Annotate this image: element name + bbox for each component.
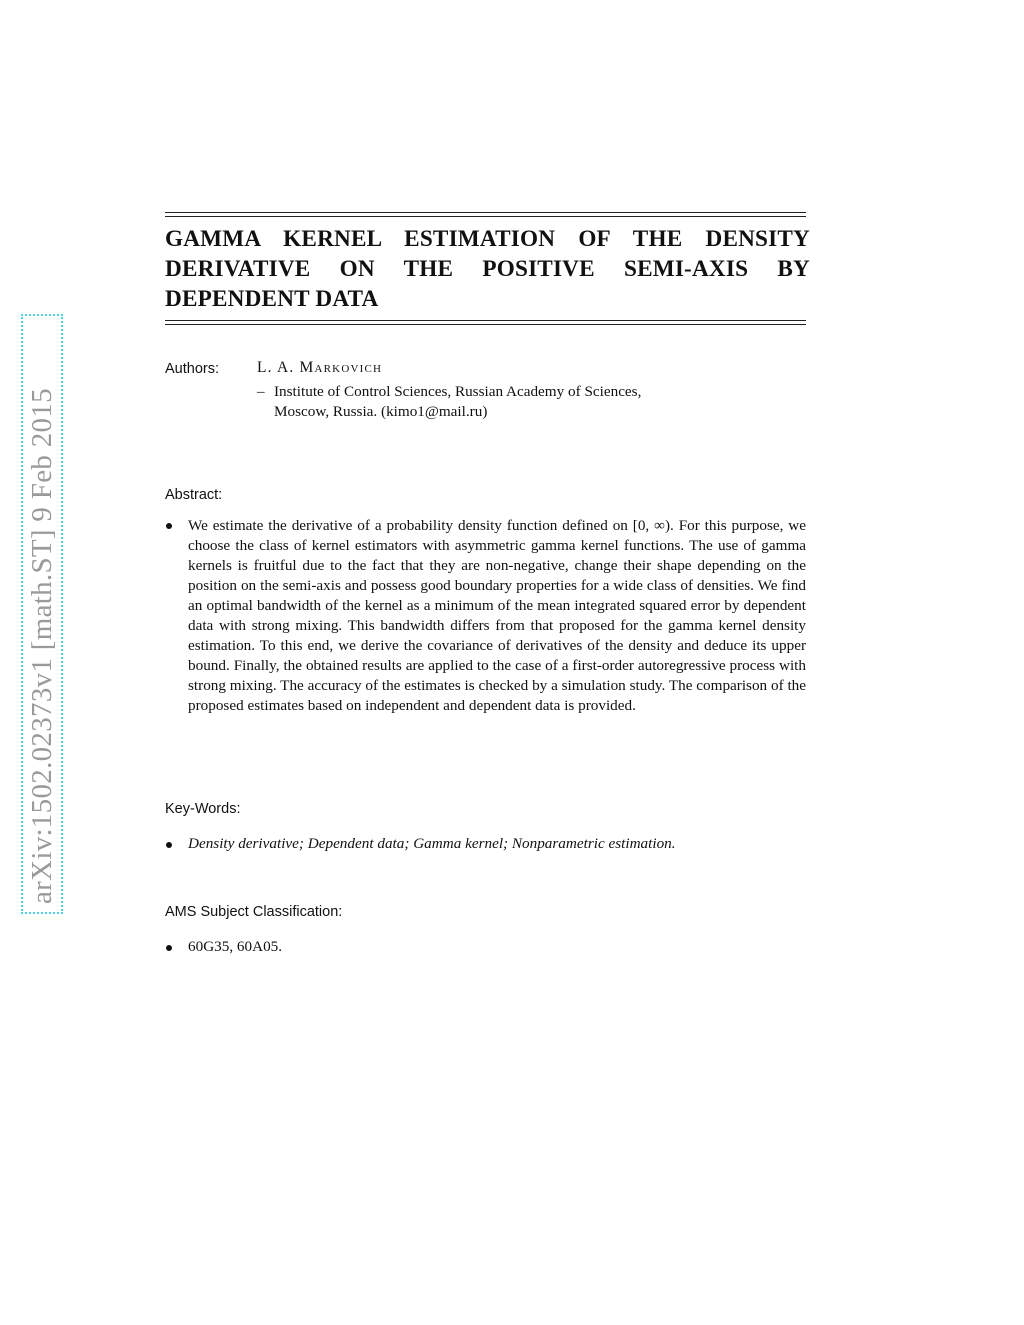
keywords-bullet xyxy=(166,842,172,848)
abstract-text: We estimate the derivative of a probability density function defined on [0, ∞). For this purpose, we choose the class of kernel estimators with asymmetric gamma kernel functions. The use of gamma kernels is fruitful due to the fact that they are non-negative, change their shape depending on the position on the semi-axis and possess good boundary properties for a wide class of densities. We find an optimal bandwidth of the kernel as a minimum of the mean integrated squared error by dependent data with strong mixing. This bandwidth differs from that proposed for the gamma kernel density estimation. To this end, we derive the covariance of derivatives of the density and deduce its upper bound. Finally, the obtained results are applied to the case of a first-order autoregressive process with strong mixing. The accuracy of the estimates is checked by a simulation study. The comparison of the proposed estimates based on independent and dependent data is provided. xyxy=(188,517,806,714)
abstract-label: Abstract: xyxy=(165,487,223,503)
ams-text: 60G35, 60A05. xyxy=(188,938,283,955)
title-line-2: DERIVATIVE ON THE POSITIVE SEMI-AXIS BY xyxy=(165,256,810,282)
affiliation-line-2: Moscow, Russia. (kimo1@mail.ru) xyxy=(274,403,488,420)
affiliation-dash: – xyxy=(257,383,265,400)
affiliation-line-1: Institute of Control Sciences, Russian Academy of Sciences, xyxy=(274,383,642,400)
paper-title xyxy=(165,224,810,314)
title-bottom-rule-2 xyxy=(165,324,806,325)
title-top-rule-1 xyxy=(165,212,806,213)
authors-label: Authors: xyxy=(165,361,219,377)
ams-label: AMS Subject Classification: xyxy=(165,904,343,920)
keywords-label: Key-Words: xyxy=(165,801,241,817)
title-line-1: GAMMA KERNEL ESTIMATION OF THE DENSITY xyxy=(165,226,810,252)
author-affiliation xyxy=(257,382,727,422)
ams-bullet xyxy=(166,945,172,951)
title-top-rule-2 xyxy=(165,216,806,217)
arxiv-side-stamp: arXiv:1502.02373v1 [math.ST] 9 Feb 2015 xyxy=(21,314,63,914)
author-name: L. A. Markovich xyxy=(257,359,383,376)
abstract-bullet xyxy=(166,523,172,529)
title-line-3: DEPENDENT DATA xyxy=(165,286,379,312)
title-bottom-rule-1 xyxy=(165,320,806,321)
keywords-text: Density derivative; Dependent data; Gamma kernel; Nonparametric estimation. xyxy=(188,835,676,852)
